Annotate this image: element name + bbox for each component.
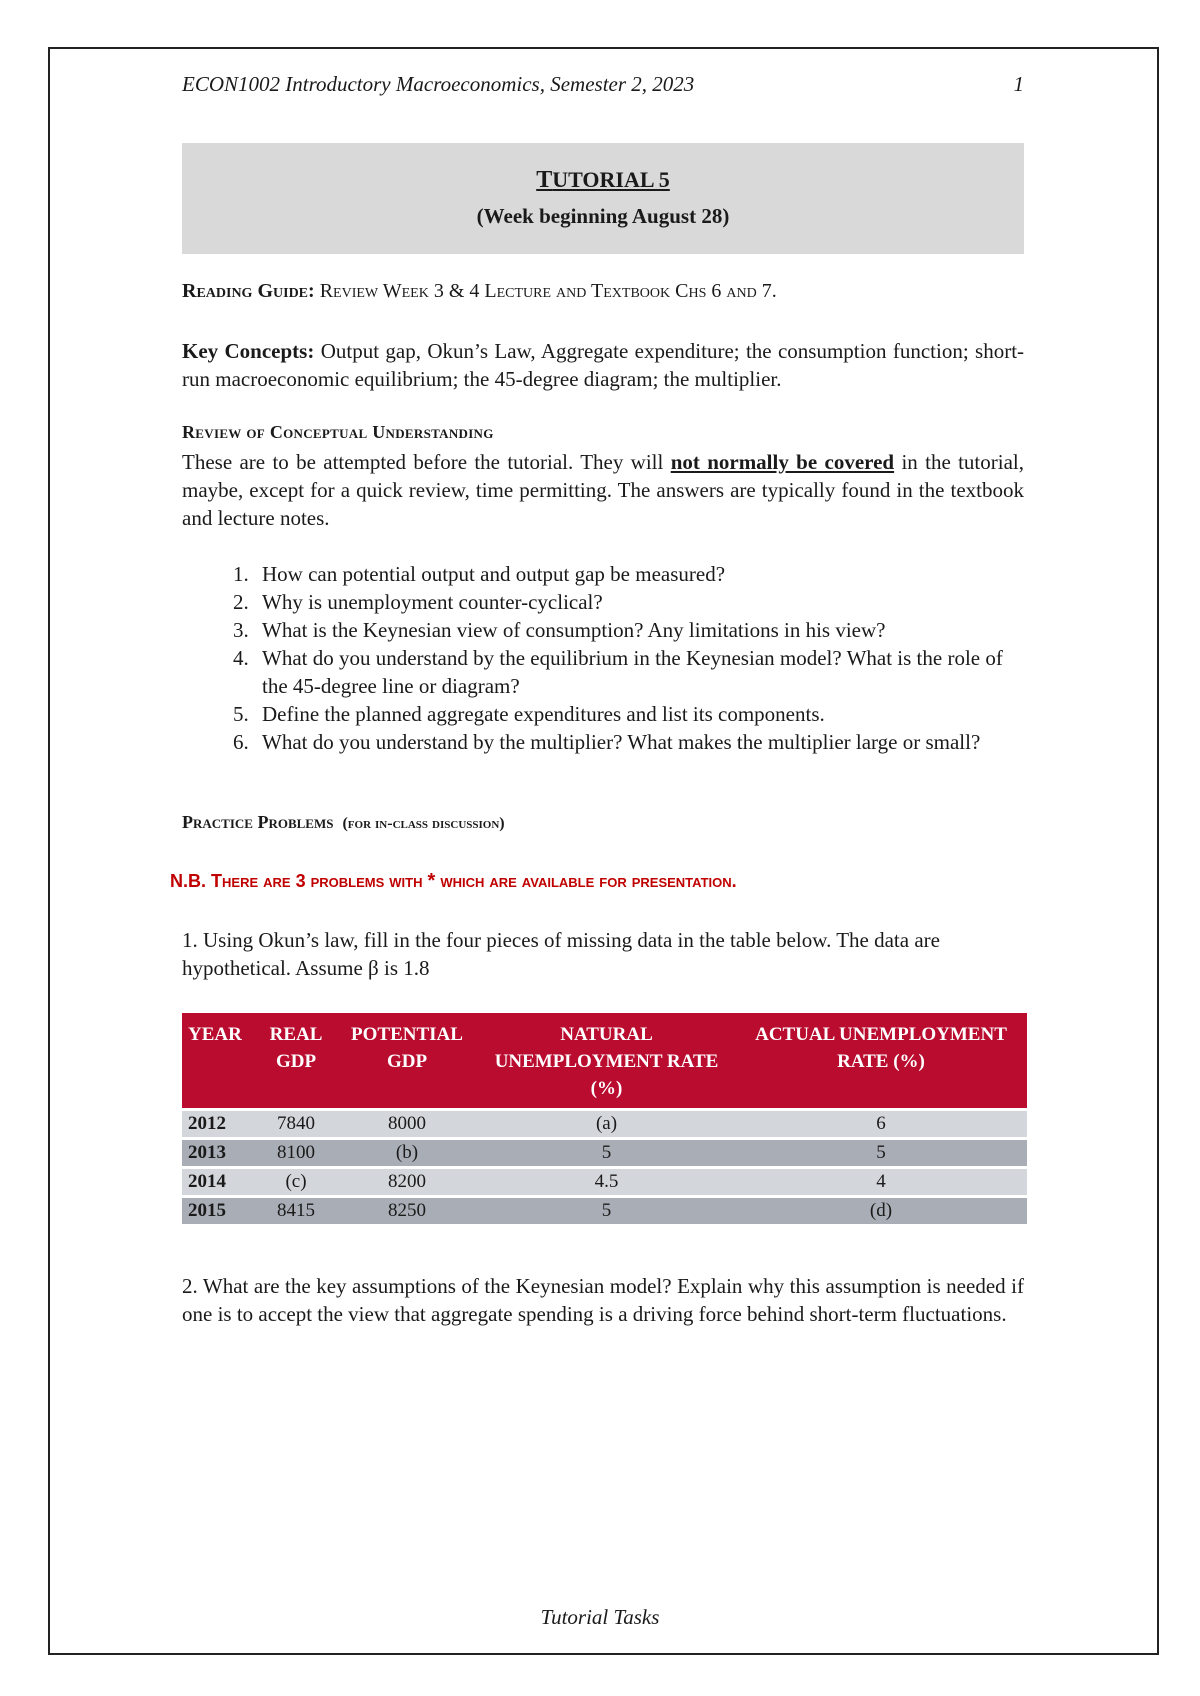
key-concepts-label: Key Concepts: (182, 339, 315, 363)
col-real-gdp: REAL GDP (256, 1013, 336, 1108)
table-row: 2013 8100 (b) 5 5 (182, 1140, 1027, 1166)
reading-guide (182, 280, 1024, 303)
col-potential-gdp: POTENTIAL GDP (336, 1013, 478, 1108)
review-heading: Review of Conceptual Understanding (182, 422, 494, 442)
list-item: 3. What is the Keynesian view of consumption? Any limitations in his view? (254, 616, 1024, 644)
key-concepts (182, 337, 1024, 393)
list-item: 6. What do you understand by the multiplier? What makes the multiplier large or small? (254, 728, 1024, 756)
col-actual-rate: ACTUAL UNEMPLOYMENT RATE (%) (735, 1013, 1027, 1108)
title-box (182, 143, 1024, 254)
nb-label: N.B. (170, 871, 206, 891)
key-concepts-text: Output gap, Okun’s Law, Aggregate expenditure; the consumption function; short-run macroeconomic equilibrium; the 45-degree diagram; the multiplier. (182, 339, 1025, 391)
list-item: 5. Define the planned aggregate expenditures and list its components. (254, 700, 1024, 728)
star-icon: * (427, 870, 436, 892)
table-row: 2015 8415 8250 5 (d) (182, 1198, 1027, 1224)
tutorial-subtitle: (Week beginning August 28) (476, 204, 730, 228)
review-emphasis: not normally be covered (670, 450, 895, 474)
col-natural-rate: NATURAL UNEMPLOYMENT RATE (%) (478, 1013, 735, 1108)
page-number: 1 (1013, 72, 1024, 96)
table-header-row (182, 1013, 1027, 1108)
table-row: 2012 7840 8000 (a) 6 (182, 1111, 1027, 1137)
col-year: YEAR (182, 1013, 256, 1108)
list-item: 2. Why is unemployment counter-cyclical? (254, 588, 1024, 616)
list-item: 1. How can potential output and output gap be measured? (254, 560, 1024, 588)
practice-heading: Practice Problems (for in-class discussion) (182, 812, 505, 832)
course-title: ECON1002 Introductory Macroeconomics, Semester 2, 2023 (182, 72, 695, 96)
question-1: 1. Using Okun’s law, fill in the four pieces of missing data in the table below. The data are hypothetical. Assume β is 1.8 (182, 928, 940, 980)
practice-subheading: (for in-class discussion) (342, 815, 505, 832)
question-2: 2. What are the key assumptions of the Keynesian model? Explain why this assumption is needed if one is to accept the view that aggregate spending is a driving force behind short-term fluctuations. (182, 1274, 1024, 1326)
tutorial-title: TUTORIAL 5 (536, 167, 670, 193)
review-question-list (182, 560, 1024, 756)
nb-note: N.B. There are 3 problems with * which are available for presentation. (170, 870, 737, 892)
reading-guide-text: Review Week 3 & 4 Lecture and Textbook Chs 6 and 7. (319, 280, 777, 302)
table-row: 2014 (c) 8200 4.5 4 (182, 1169, 1027, 1195)
page-header (182, 72, 1024, 97)
review-paragraph: These are to be attempted before the tutorial. They will not normally be covered in the tutorial, maybe, except for a quick review, time permitting. The answers are typically found in the textbook and lecture notes. (182, 450, 1024, 530)
list-item: 4. What do you understand by the equilibrium in the Keynesian model? What is the role of the 45-degree line or diagram? (254, 644, 1024, 700)
reading-guide-label: Reading Guide: (182, 280, 315, 302)
page-footer: Tutorial Tasks (540, 1605, 660, 1629)
okun-table (182, 1010, 1027, 1227)
